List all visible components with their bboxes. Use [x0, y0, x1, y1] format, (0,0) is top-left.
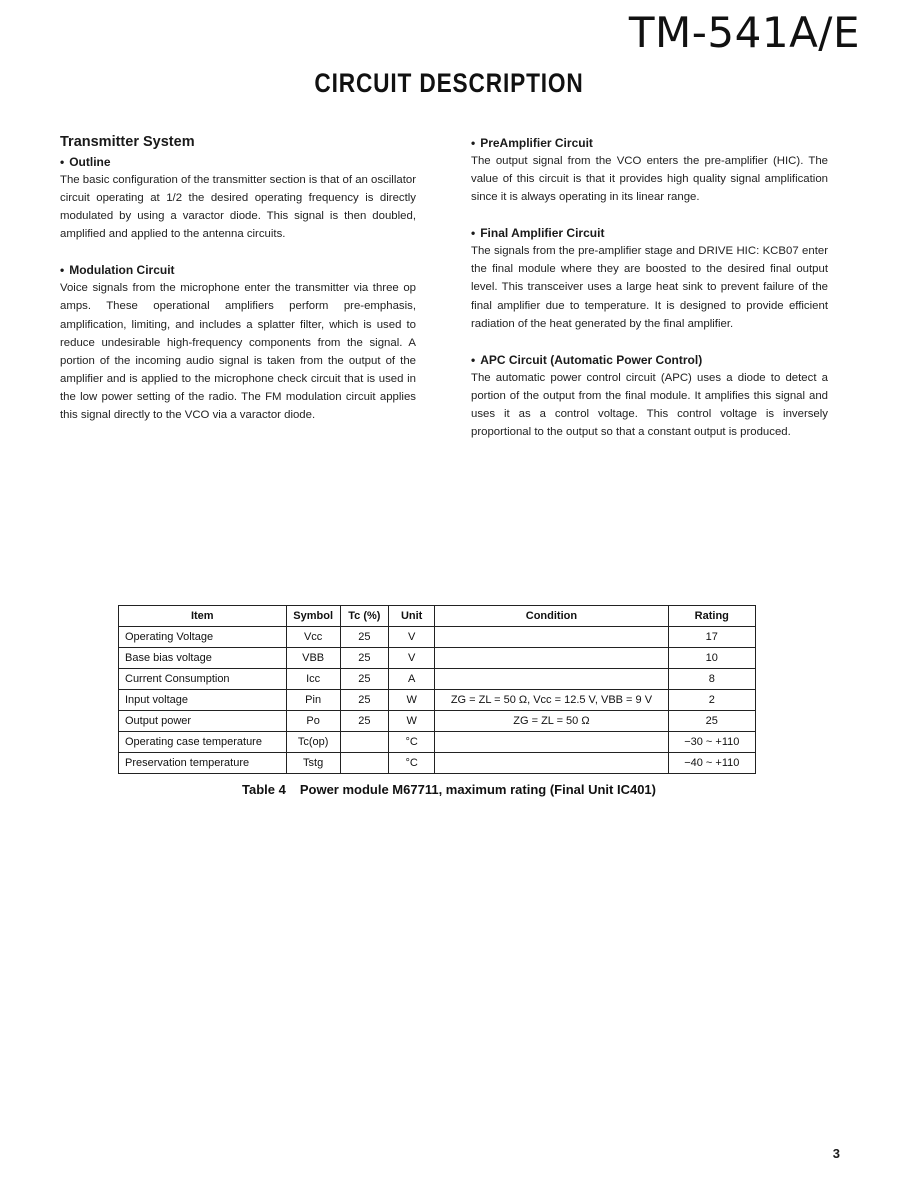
bullet-icon: • — [60, 263, 65, 278]
cell-rating: 17 — [668, 627, 755, 648]
heading-apc — [471, 351, 828, 369]
column-header-symbol: Symbol — [286, 606, 340, 627]
table-row — [119, 753, 756, 774]
heading-apc-text: APC Circuit (Automatic Power Control) — [480, 352, 703, 367]
spacer — [471, 333, 828, 351]
cell-rating: −30 ~ +110 — [668, 732, 755, 753]
heading-modulation — [60, 261, 416, 279]
cell-condition — [435, 669, 668, 690]
paragraph-outline: The basic configuration of the transmitter section is that of an oscillator circuit operating at 1/2 the desired operating frequency is directly modulated by using a varactor diode. This signal is then doubled, amplified and applied to the antenna circuits. — [60, 174, 416, 241]
model-title: TM-541A/E — [628, 8, 860, 57]
paragraph-preamplifier: The output signal from the VCO enters the pre-amplifier (HIC). The value of this circuit is that it provides high quality signal amplification since it is always operating in its linear range. — [471, 155, 828, 204]
spacer — [60, 243, 416, 261]
table-row — [119, 669, 756, 690]
table-caption-text: Power module M67711, maximum rating (Final Unit IC401) — [299, 782, 656, 797]
cell-item: Operating Voltage — [119, 627, 287, 648]
cell-item: Operating case temperature — [119, 732, 287, 753]
cell-unit: °C — [389, 732, 435, 753]
cell-tc: 25 — [340, 669, 388, 690]
cell-symbol: VBB — [286, 648, 340, 669]
heading-modulation-text: Modulation Circuit — [69, 263, 175, 278]
cell-symbol: Po — [286, 711, 340, 732]
cell-symbol: Tc(op) — [286, 732, 340, 753]
paragraph-apc: The automatic power control circuit (APC) uses a diode to detect a portion of the output from the final module. It amplifies this signal and uses it as a control voltage. This control voltage is inversely proportional to the output so that a constant output is produced. — [471, 371, 828, 439]
cell-unit: V — [389, 627, 435, 648]
paragraph-final-amplifier: The signals from the pre-amplifier stage and DRIVE HIC: KCB07 enter the final module where they are boosted to the desired final output level. This transceiver uses a large heat sink to prevent failure of the final amplifier due to temperature. It is designed to provide efficient radiation of the heat generated by the final amplifier. — [471, 245, 828, 330]
cell-rating: 2 — [668, 690, 755, 711]
power-module-rating-table — [118, 605, 756, 774]
table-row — [119, 732, 756, 753]
heading-outline-text: Outline — [69, 155, 111, 169]
table-caption-number: Table 4 — [242, 782, 286, 797]
column-header-rating: Rating — [668, 606, 755, 627]
cell-unit: W — [389, 690, 435, 711]
cell-item: Preservation temperature — [119, 753, 287, 774]
table-row — [119, 648, 756, 669]
cell-condition — [435, 648, 668, 669]
bullet-icon: • — [471, 136, 476, 150]
paragraph-modulation: Voice signals from the microphone enter the transmitter via three op amps. These operational amplifiers perform pre-emphasis, amplification, limiting, and includes a splatter filter, which is used to reduce undesirable high-frequency components from the signal. A portion of the incoming audio signal is taken from the output of the amplifier and is applied to the microphone check circuit that is used in the low power setting of the radio. The FM modulation circuit applies this signal directly to the VCO via a varactor diode. — [60, 282, 416, 422]
cell-unit: V — [389, 648, 435, 669]
heading-outline — [60, 153, 416, 171]
heading-preamplifier — [471, 134, 828, 152]
spacer — [471, 206, 828, 224]
right-column — [471, 134, 828, 441]
cell-tc: 25 — [340, 711, 388, 732]
page-number: 3 — [832, 1146, 840, 1161]
table-header-row — [119, 606, 756, 627]
section-title-transmitter: Transmitter System — [60, 134, 195, 150]
cell-item: Base bias voltage — [119, 648, 287, 669]
cell-tc: 25 — [340, 648, 388, 669]
cell-unit: °C — [389, 753, 435, 774]
cell-symbol: Vcc — [286, 627, 340, 648]
cell-rating: 25 — [668, 711, 755, 732]
cell-condition — [435, 732, 668, 753]
cell-tc: 25 — [340, 690, 388, 711]
heading-final-amplifier — [471, 224, 828, 242]
cell-tc — [340, 732, 388, 753]
cell-condition — [435, 753, 668, 774]
table-row — [119, 711, 756, 732]
column-header-unit: Unit — [389, 606, 435, 627]
table-row — [119, 627, 756, 648]
column-header-tc: Tc (%) — [340, 606, 388, 627]
bullet-icon: • — [471, 226, 476, 241]
cell-unit: A — [389, 669, 435, 690]
table-caption — [0, 782, 898, 797]
cell-rating: −40 ~ +110 — [668, 753, 755, 774]
cell-unit: W — [389, 711, 435, 732]
page-title: CIRCUIT DESCRIPTION — [314, 68, 584, 98]
cell-item: Current Consumption — [119, 669, 287, 690]
heading-final-amplifier-text: Final Amplifier Circuit — [480, 226, 605, 241]
heading-preamplifier-text: PreAmplifier Circuit — [480, 136, 593, 150]
cell-tc — [340, 753, 388, 774]
cell-symbol: Icc — [286, 669, 340, 690]
cell-tc: 25 — [340, 627, 388, 648]
bullet-icon: • — [471, 352, 476, 367]
column-header-condition: Condition — [435, 606, 668, 627]
cell-condition: ZG = ZL = 50 Ω — [435, 711, 668, 732]
table-row — [119, 690, 756, 711]
cell-rating: 8 — [668, 669, 755, 690]
cell-condition: ZG = ZL = 50 Ω, Vcc = 12.5 V, VBB = 9 V — [435, 690, 668, 711]
cell-item: Input voltage — [119, 690, 287, 711]
cell-item: Output power — [119, 711, 287, 732]
left-column — [60, 134, 416, 424]
cell-condition — [435, 627, 668, 648]
cell-symbol: Pin — [286, 690, 340, 711]
cell-symbol: Tstg — [286, 753, 340, 774]
bullet-icon: • — [60, 155, 65, 169]
cell-rating: 10 — [668, 648, 755, 669]
column-header-item: Item — [119, 606, 287, 627]
